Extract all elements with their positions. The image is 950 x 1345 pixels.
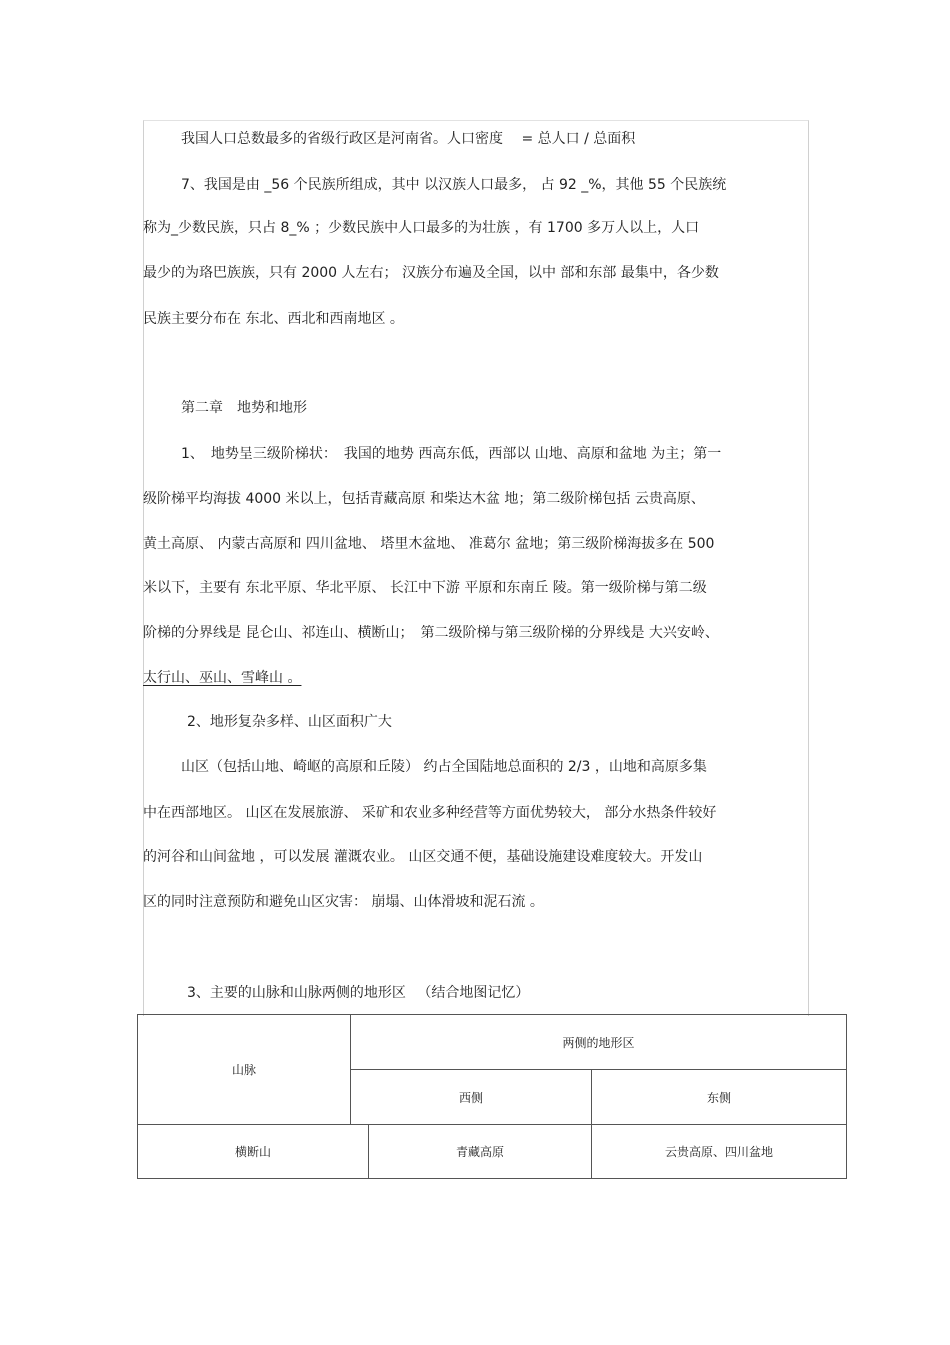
text-line: 最少的为珞巴族族，只有 2000 人左右； 汉族分布遍及全国，以中 部和东部 最集中，各少数 (143, 265, 719, 281)
text-line: 我国人口总数最多的省级行政区是河南省。人口密度 = 总人口 / 总面积 (181, 131, 636, 147)
text-line: 米以下，主要有 东北平原、华北平原、 长江中下游 平原和东南丘 陵。第一级阶梯与第二级 (143, 580, 707, 596)
section-heading: 3、主要的山脉和山脉两侧的地形区 （结合地图记忆） (187, 985, 530, 1001)
text-line: 黄土高原、 内蒙古高原和 四川盆地、 塔里木盆地、 准葛尔 盆地；第三级阶梯海拔多在 500 (143, 536, 715, 552)
section-heading: 2、地形复杂多样、山区面积广大 (187, 714, 392, 730)
header-east: 东侧 (591, 1069, 847, 1125)
text-line: 民族主要分布在 东北、西北和西南地区 。 (143, 311, 404, 327)
header-sides: 两侧的地形区 (350, 1014, 847, 1070)
text-line: 中在西部地区。 山区在发展旅游、 采矿和农业多种经营等方面优势较大， 部分水热条件较好 (143, 805, 717, 821)
text-line: 7、我国是由 _56 个民族所组成，其中 以汉族人口最多， 占 92 _%，其他 55 个民族统 (181, 177, 727, 193)
text-line: 1、 地势呈三级阶梯状： 我国的地势 西高东低，西部以 山地、高原和盆地 为主；第一 (181, 446, 722, 462)
text-line: 阶梯的分界线是 昆仑山、祁连山、横断山； 第二级阶梯与第三级阶梯的分界线是 大兴安岭、 (143, 625, 719, 641)
text-line: 称为_少数民族，只占 8_% ；少数民族中人口最多的为壮族 ，有 1700 多万人以上，人口 (143, 220, 700, 236)
chapter-heading: 第二章 地势和地形 (181, 400, 307, 416)
text-line: 山区（包括山地、崎岖的高原和丘陵） 约占全国陆地总面积的 2/3 ，山地和高原多集 (181, 759, 707, 775)
text-line: 的河谷和山间盆地 ，可以发展 灌溉农业。 山区交通不便，基础设施建设难度较大。开发山 (143, 849, 703, 865)
text-line: 区的同时注意预防和避免山区灾害： 崩塌、山体滑坡和泥石流 。 (143, 894, 544, 910)
cell-west: 青藏高原 (368, 1124, 592, 1179)
page-frame (143, 120, 809, 1016)
cell-east: 云贵高原、四川盆地 (591, 1124, 847, 1179)
text-line: 级阶梯平均海拔 4000 米以上，包括青藏高原 和柴达木盆 地；第二级阶梯包括 云贵高原、 (143, 491, 705, 507)
text-line: 太行山、巫山、雪峰山 。 (143, 670, 302, 686)
header-west: 西侧 (350, 1069, 592, 1125)
cell-mountain: 横断山 (137, 1124, 369, 1179)
mountain-table (137, 1014, 847, 1179)
header-mountain: 山脉 (137, 1014, 351, 1125)
